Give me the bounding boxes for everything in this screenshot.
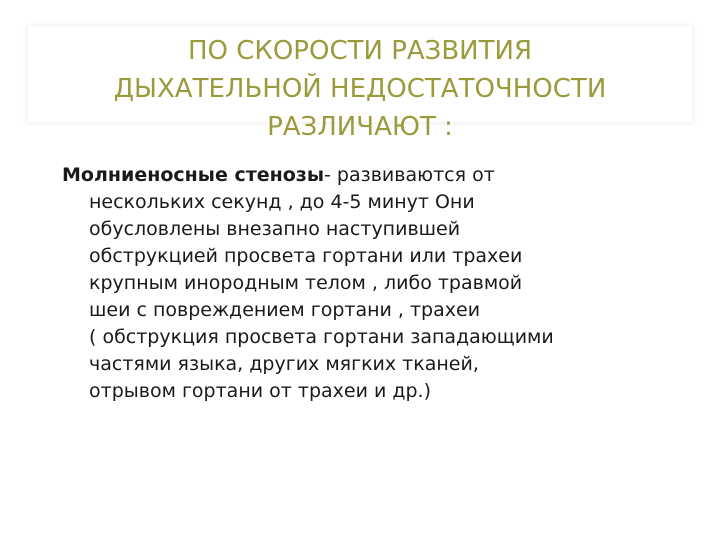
title-line-1: ПО СКОРОСТИ РАЗВИТИЯ [187,36,533,66]
title-line-2: ДЫХАТЕЛЬНОЙ НЕДОСТАТОЧНОСТИ [113,74,607,104]
title-line-3: РАЗЛИЧАЮТ : [267,112,453,142]
paragraph-line: крупным инородным телом , либо травмой [89,272,523,294]
paragraph-line: обструкцией просвета гортани или трахеи [89,245,523,267]
paragraph-line: ( обструкция просвета гортани западающими [89,326,554,348]
term-heading: Молниеносные стенозы [62,164,325,186]
paragraph-line: обусловлены внезапно наступившей [89,218,461,240]
body-paragraph [62,162,682,405]
term-definition-start: - развиваются от [324,164,495,186]
paragraph-line: нескольких секунд , до 4-5 минут Они [89,191,475,213]
slide-title [0,32,720,146]
paragraph-line: отрывом гортани от трахеи и др.) [89,380,431,402]
paragraph-line: частями языка, других мягких тканей, [89,353,479,375]
paragraph-first-line [62,162,682,189]
paragraph-line: шеи с повреждением гортани , трахеи [89,299,481,321]
